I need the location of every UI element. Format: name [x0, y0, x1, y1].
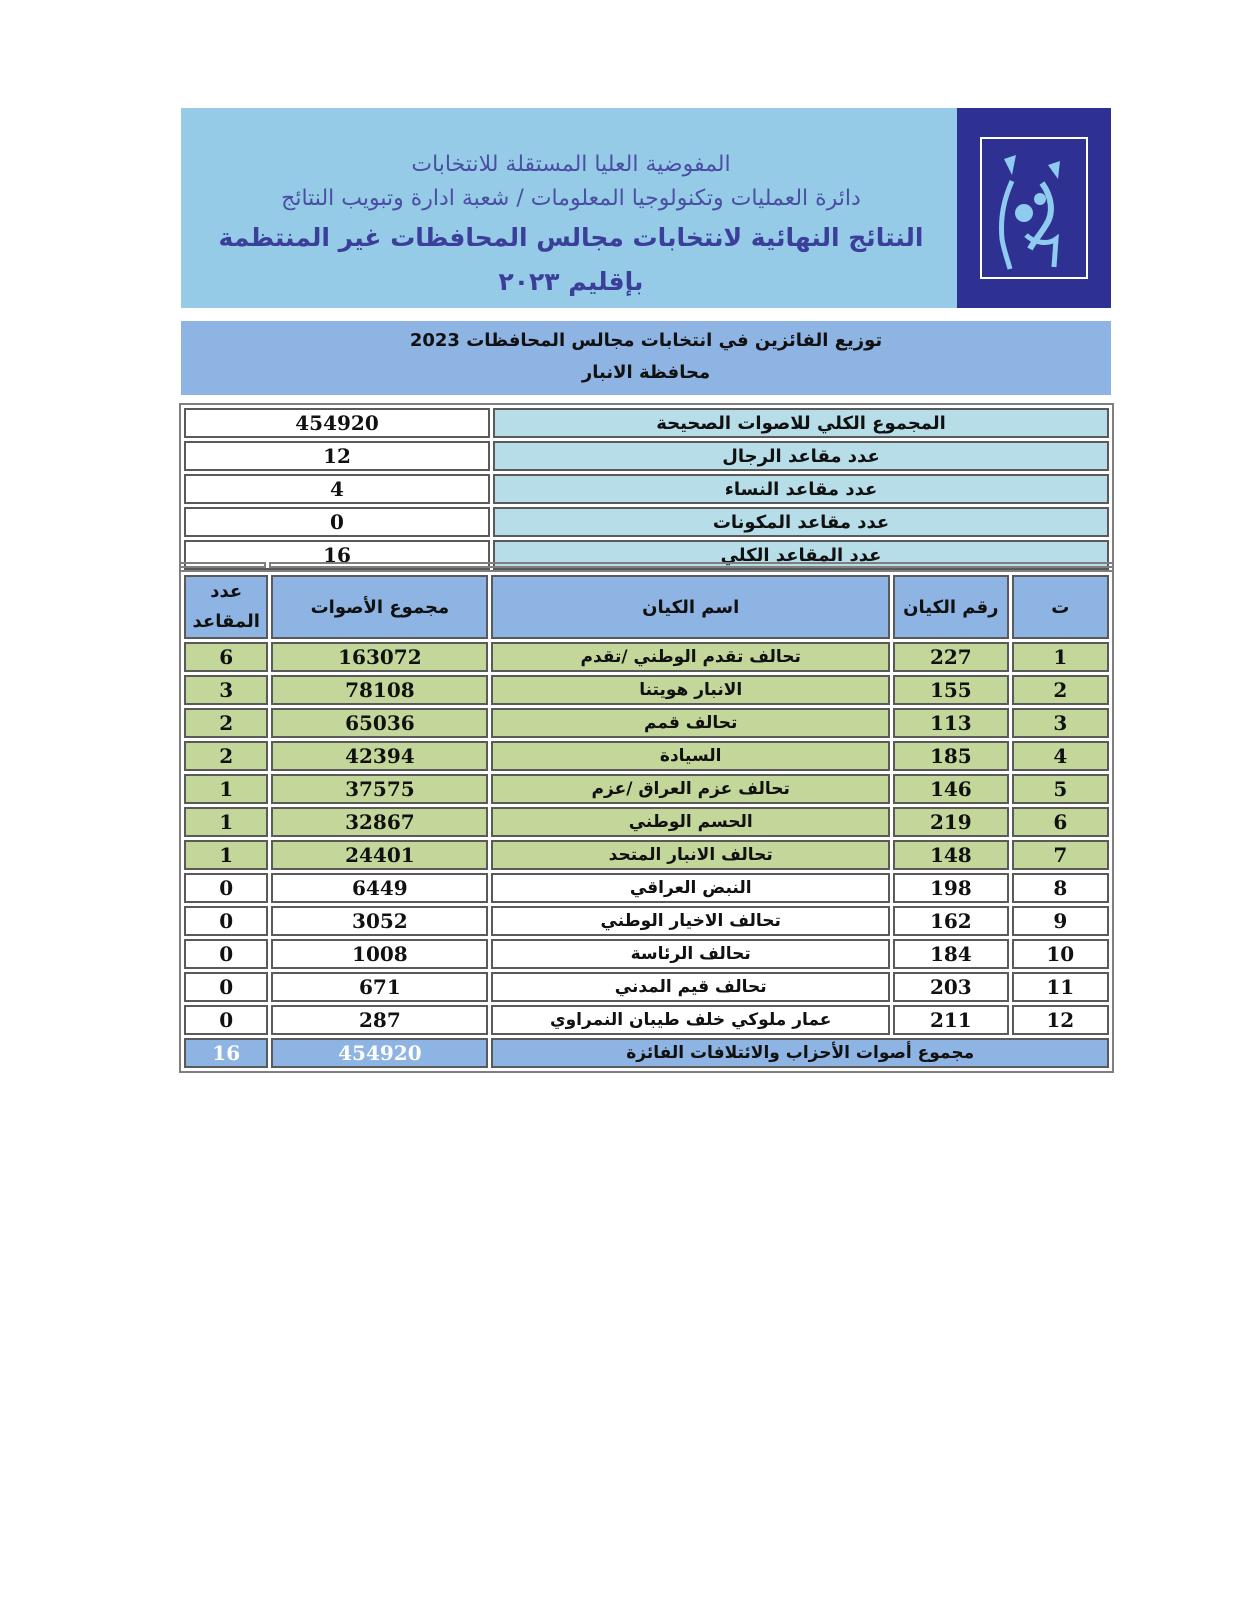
cell-votes: 1008 [271, 939, 488, 969]
cell-entity-name: عمار ملوكي خلف طيبان النمراوي [491, 1005, 890, 1035]
table-row [184, 939, 1109, 969]
col-entity-name-header: اسم الكيان [491, 575, 890, 639]
table-row [184, 708, 1109, 738]
table-row [184, 906, 1109, 936]
cell-entity-name: تحالف الانبار المتحد [491, 840, 890, 870]
cell-seats: 0 [184, 906, 268, 936]
summary-row [184, 507, 1109, 537]
cell-votes: 78108 [271, 675, 488, 705]
cell-entity-no: 113 [893, 708, 1009, 738]
cell-entity-no: 184 [893, 939, 1009, 969]
cell-votes: 163072 [271, 642, 488, 672]
table-row [184, 972, 1109, 1002]
cell-entity-no: 148 [893, 840, 1009, 870]
cell-votes: 287 [271, 1005, 488, 1035]
cell-entity-name: الحسم الوطني [491, 807, 890, 837]
cell-seq: 2 [1012, 675, 1109, 705]
cell-seq: 5 [1012, 774, 1109, 804]
total-row [184, 1038, 1109, 1068]
cell-seats: 0 [184, 939, 268, 969]
cell-entity-name: تحالف الرئاسة [491, 939, 890, 969]
summary-table [179, 403, 1114, 575]
total-seats: 16 [184, 1038, 268, 1068]
col-entity-no-header: رقم الكيان [893, 575, 1009, 639]
table-row [184, 642, 1109, 672]
cell-entity-name: النبض العراقي [491, 873, 890, 903]
cell-entity-no: 185 [893, 741, 1009, 771]
cell-entity-name: تحالف تقدم الوطني /تقدم [491, 642, 890, 672]
commission-name: المفوضية العليا المستقلة للانتخابات [411, 152, 731, 177]
ihec-logo-icon [980, 137, 1088, 279]
cell-seats: 3 [184, 675, 268, 705]
cell-seq: 3 [1012, 708, 1109, 738]
col-seq-header: ت [1012, 575, 1109, 639]
cell-seats: 0 [184, 873, 268, 903]
cell-votes: 3052 [271, 906, 488, 936]
cell-votes: 32867 [271, 807, 488, 837]
cell-seq: 9 [1012, 906, 1109, 936]
summary-value: 12 [184, 441, 490, 471]
province-name: محافظة الانبار [581, 362, 711, 383]
summary-row [184, 441, 1109, 471]
cell-entity-name: الانبار هويتنا [491, 675, 890, 705]
results-table [179, 570, 1114, 1073]
cell-votes: 37575 [271, 774, 488, 804]
header-text [201, 148, 941, 304]
table-row [184, 840, 1109, 870]
cell-votes: 6449 [271, 873, 488, 903]
cell-seq: 7 [1012, 840, 1109, 870]
summary-value: 454920 [184, 408, 490, 438]
cell-seats: 1 [184, 840, 268, 870]
table-row [184, 873, 1109, 903]
logo-box [957, 108, 1111, 308]
cell-entity-no: 227 [893, 642, 1009, 672]
cell-seats: 0 [184, 1005, 268, 1035]
cell-entity-no: 198 [893, 873, 1009, 903]
summary-label: المجموع الكلي للاصوات الصحيحة [493, 408, 1109, 438]
cell-seq: 11 [1012, 972, 1109, 1002]
cell-entity-name: تحالف قمم [491, 708, 890, 738]
table-row [184, 774, 1109, 804]
table-separator [179, 562, 1114, 570]
cell-seq: 8 [1012, 873, 1109, 903]
table-row [184, 741, 1109, 771]
cell-entity-no: 219 [893, 807, 1009, 837]
table-row [184, 1005, 1109, 1035]
cell-seq: 6 [1012, 807, 1109, 837]
summary-value: 4 [184, 474, 490, 504]
summary-row [184, 408, 1109, 438]
col-votes-header: مجموع الأصوات [271, 575, 488, 639]
cell-seats: 2 [184, 708, 268, 738]
cell-votes: 65036 [271, 708, 488, 738]
cell-seq: 10 [1012, 939, 1109, 969]
cell-seats: 2 [184, 741, 268, 771]
cell-entity-no: 146 [893, 774, 1009, 804]
cell-seats: 1 [184, 774, 268, 804]
cell-entity-name: السيادة [491, 741, 890, 771]
cell-votes: 671 [271, 972, 488, 1002]
cell-seq: 4 [1012, 741, 1109, 771]
distribution-title: توزيع الفائزين في انتخابات مجالس المحافظات 2023 [409, 330, 883, 351]
table-row [184, 807, 1109, 837]
summary-row [184, 474, 1109, 504]
report-title: النتائج النهائية لانتخابات مجالس المحافظات غير المنتظمة بإقليم ٢٠٢٣ [218, 223, 924, 296]
summary-label: عدد مقاعد المكونات [493, 507, 1109, 537]
cell-entity-no: 162 [893, 906, 1009, 936]
results-header-row [184, 575, 1109, 639]
cell-entity-no: 155 [893, 675, 1009, 705]
cell-entity-name: تحالف عزم العراق /عزم [491, 774, 890, 804]
separator-cell [179, 562, 266, 568]
subtitle-band [181, 321, 1111, 395]
cell-seq: 1 [1012, 642, 1109, 672]
header-banner [181, 108, 1111, 308]
col-seats-header: عدد المقاعد [184, 575, 268, 639]
cell-votes: 42394 [271, 741, 488, 771]
separator-cell [269, 562, 1114, 568]
department-name: دائرة العمليات وتكنولوجيا المعلومات / شعبة ادارة وتبويب النتائج [281, 186, 861, 211]
total-votes: 454920 [271, 1038, 488, 1068]
summary-value: 16 [184, 540, 490, 570]
summary-value: 0 [184, 507, 490, 537]
table-row [184, 675, 1109, 705]
summary-label: عدد المقاعد الكلي [493, 540, 1109, 570]
cell-entity-no: 211 [893, 1005, 1009, 1035]
cell-entity-name: تحالف الاخيار الوطني [491, 906, 890, 936]
cell-seats: 1 [184, 807, 268, 837]
cell-entity-name: تحالف قيم المدني [491, 972, 890, 1002]
summary-label: عدد مقاعد النساء [493, 474, 1109, 504]
cell-seq: 12 [1012, 1005, 1109, 1035]
cell-seats: 6 [184, 642, 268, 672]
total-label: مجموع أصوات الأحزاب والائتلافات الفائزة [491, 1038, 1109, 1068]
cell-seats: 0 [184, 972, 268, 1002]
cell-entity-no: 203 [893, 972, 1009, 1002]
cell-votes: 24401 [271, 840, 488, 870]
summary-label: عدد مقاعد الرجال [493, 441, 1109, 471]
